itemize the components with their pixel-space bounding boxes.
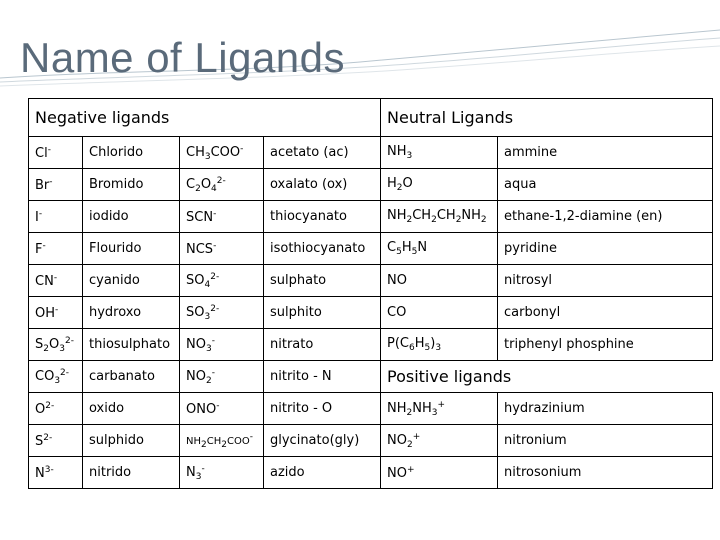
subscript: 5 <box>396 247 402 257</box>
neutral-name: triphenyl phosphine <box>498 329 713 361</box>
formula-part: O <box>402 176 413 191</box>
ligand-name: oxalato (ox) <box>264 169 381 201</box>
ion-name: thiosulphato <box>83 329 180 361</box>
subscript: 4 <box>204 279 211 290</box>
subscript: 6 <box>409 343 415 353</box>
charge: - <box>47 144 51 155</box>
charge: 2- <box>60 367 70 378</box>
ligand-formula <box>180 393 264 425</box>
ligand-formula <box>180 329 264 361</box>
formula-part: COO <box>210 144 241 160</box>
ion-formula <box>29 457 83 489</box>
formula-part: Cl <box>35 145 48 161</box>
table-row <box>29 137 713 169</box>
subscript: 2 <box>406 407 413 418</box>
ion-name: Chlorido <box>83 137 180 169</box>
table-row <box>29 361 713 393</box>
ion-formula <box>29 393 83 425</box>
formula-part: O <box>35 401 46 417</box>
charge: - <box>53 272 58 283</box>
ligand-name: azido <box>264 457 381 489</box>
ion-name: Flourido <box>83 233 180 265</box>
ion-formula <box>29 425 83 457</box>
neutral-formula <box>381 265 498 297</box>
page-title: Name of Ligands <box>20 34 346 81</box>
subscript: 3 <box>435 343 442 353</box>
formula-part: NO <box>186 336 206 352</box>
neutral-formula <box>381 201 498 233</box>
subscript: 3 <box>195 471 202 482</box>
table-row <box>29 329 713 361</box>
ion-name: cyanido <box>83 265 180 297</box>
ion-formula <box>29 297 83 329</box>
neutral-name: nitrosyl <box>498 265 713 297</box>
negative-ligands-header: Negative ligands <box>29 99 381 137</box>
formula-part: NO <box>186 368 206 384</box>
subscript: 5 <box>411 247 418 257</box>
formula-part: CH <box>412 208 432 223</box>
ligand-name: nitrito - O <box>264 393 381 425</box>
charge: - <box>49 176 53 187</box>
positive-name: nitronium <box>498 425 713 457</box>
ligand-name: sulphato <box>264 265 381 297</box>
charge: 2- <box>210 303 220 314</box>
ion-formula <box>29 169 83 201</box>
ion-name: nitrido <box>83 457 180 489</box>
ligand-name: glycinato(gly) <box>264 425 381 457</box>
formula-part: ) <box>430 336 436 351</box>
formula-part: NH <box>412 400 432 416</box>
formula-part: H <box>387 176 397 191</box>
charge: + <box>412 431 421 442</box>
subscript: 3 <box>431 407 438 418</box>
formula-part: SCN <box>186 209 214 225</box>
subscript: 2 <box>406 439 413 450</box>
neutral-formula <box>381 233 498 265</box>
charge: - <box>216 400 220 411</box>
formula-part: CO <box>35 368 55 384</box>
ion-formula <box>29 137 83 169</box>
positive-ligands-header: Positive ligands <box>381 361 713 393</box>
ion-name: carbanato <box>83 361 180 393</box>
positive-formula <box>381 425 498 457</box>
subscript: 3 <box>59 343 65 354</box>
formula-part: SO <box>186 304 205 320</box>
formula-part: NH <box>387 144 407 159</box>
table-row <box>29 297 713 329</box>
formula-part: P(C <box>387 336 409 351</box>
ligand-name: sulphito <box>264 297 381 329</box>
table-row <box>29 265 713 297</box>
subscript: 3 <box>406 151 413 161</box>
subscript: 2 <box>221 439 227 450</box>
subscript: 2 <box>195 183 201 194</box>
ligand-name: acetato (ac) <box>264 137 381 169</box>
formula-part: CH <box>186 144 205 160</box>
formula-part: CO <box>387 305 407 320</box>
ligand-formula <box>180 137 264 169</box>
ligand-formula <box>180 169 264 201</box>
ligand-name: nitrato <box>264 329 381 361</box>
ion-formula <box>29 265 83 297</box>
formula-part: N <box>186 464 196 480</box>
ligand-formula <box>180 265 264 297</box>
ligand-name: nitrito - N <box>264 361 381 393</box>
ligand-name: isothiocyanato <box>264 233 381 265</box>
neutral-formula <box>381 329 498 361</box>
subscript: 2 <box>480 215 487 225</box>
formula-part: Br <box>35 177 50 193</box>
charge: - <box>249 431 253 442</box>
formula-part: NCS <box>186 241 214 257</box>
formula-part: CN <box>35 273 54 289</box>
charge: - <box>213 208 217 219</box>
formula-part: NH <box>387 208 407 223</box>
formula-part: NH <box>461 208 481 223</box>
charge: - <box>42 240 46 251</box>
table-row <box>29 393 713 425</box>
subscript: 2 <box>455 215 462 225</box>
ion-name: sulphido <box>83 425 180 457</box>
table-row <box>29 201 713 233</box>
formula-part: COO <box>226 435 250 447</box>
neutral-name: carbonyl <box>498 297 713 329</box>
neutral-formula <box>381 297 498 329</box>
formula-part: I <box>35 209 39 225</box>
subscript: 2 <box>43 343 49 354</box>
ligand-formula <box>180 201 264 233</box>
charge: - <box>211 367 215 378</box>
ligand-formula <box>180 297 264 329</box>
subscript: 3 <box>205 343 212 354</box>
charge: + <box>406 464 415 475</box>
table-row <box>29 425 713 457</box>
ligand-formula <box>180 233 264 265</box>
subscript: 4 <box>211 183 217 194</box>
charge: - <box>211 335 215 346</box>
formula-part: O <box>200 176 212 192</box>
formula-part: N <box>35 465 45 481</box>
charge: - <box>240 143 244 154</box>
neutral-name: aqua <box>498 169 713 201</box>
formula-part: C <box>186 176 196 192</box>
neutral-name: pyridine <box>498 233 713 265</box>
formula-part: NO <box>387 273 407 288</box>
subscript: 5 <box>424 343 431 353</box>
charge: 2- <box>210 271 220 282</box>
ion-name: Bromido <box>83 169 180 201</box>
subscript: 2 <box>431 215 437 225</box>
ion-formula <box>29 329 83 361</box>
ion-name: iodido <box>83 201 180 233</box>
formula-part: NH <box>186 435 201 447</box>
neutral-name: ethane-1,2-diamine (en) <box>498 201 713 233</box>
ion-name: hydroxo <box>83 297 180 329</box>
ion-formula <box>29 361 83 393</box>
neutral-name: ammine <box>498 137 713 169</box>
charge: - <box>201 463 205 474</box>
charge: - <box>55 304 59 315</box>
formula-part: OH <box>35 305 56 321</box>
formula-part: ONO <box>186 401 217 417</box>
formula-part: CH <box>206 435 222 447</box>
charge: 2- <box>216 175 226 186</box>
subscript: 3 <box>204 311 211 322</box>
ligands-table <box>28 98 713 489</box>
table-row <box>29 457 713 489</box>
subscript: 2 <box>201 439 207 450</box>
ligand-formula <box>180 361 264 393</box>
formula-part: H <box>401 240 412 255</box>
formula-part: N <box>417 240 428 255</box>
formula-part: SO <box>186 272 205 288</box>
ligand-formula <box>180 425 264 457</box>
positive-name: nitrosonium <box>498 457 713 489</box>
ion-formula <box>29 233 83 265</box>
formula-part: O <box>49 336 60 352</box>
formula-part: C <box>387 240 397 255</box>
subscript: 3 <box>204 151 211 162</box>
table-row <box>29 169 713 201</box>
charge: 3- <box>44 464 54 475</box>
neutral-ligands-header: Neutral Ligands <box>381 99 713 137</box>
charge: 2- <box>43 432 53 443</box>
formula-part: CH <box>436 208 456 223</box>
positive-name: hydrazinium <box>498 393 713 425</box>
header-row <box>29 99 713 137</box>
neutral-formula <box>381 169 498 201</box>
positive-formula <box>381 457 498 489</box>
formula-part: F <box>35 241 43 257</box>
formula-part: NH <box>387 400 407 416</box>
subscript: 2 <box>396 183 403 193</box>
formula-part: NO <box>387 432 407 448</box>
ligand-name: thiocyanato <box>264 201 381 233</box>
charge: 2- <box>45 400 55 411</box>
ligand-formula <box>180 457 264 489</box>
subscript: 2 <box>205 375 212 386</box>
charge: + <box>437 399 446 410</box>
formula-part: H <box>414 336 425 351</box>
formula-part: NO <box>387 465 407 481</box>
ion-formula <box>29 201 83 233</box>
positive-formula <box>381 393 498 425</box>
charge: - <box>213 240 217 251</box>
charge: 2- <box>64 335 74 346</box>
table-row <box>29 233 713 265</box>
neutral-formula <box>381 137 498 169</box>
charge: - <box>38 208 43 219</box>
subscript: 3 <box>54 375 61 386</box>
formula-part: S <box>35 336 44 352</box>
formula-part: S <box>35 433 44 449</box>
subscript: 2 <box>406 215 413 225</box>
ion-name: oxido <box>83 393 180 425</box>
